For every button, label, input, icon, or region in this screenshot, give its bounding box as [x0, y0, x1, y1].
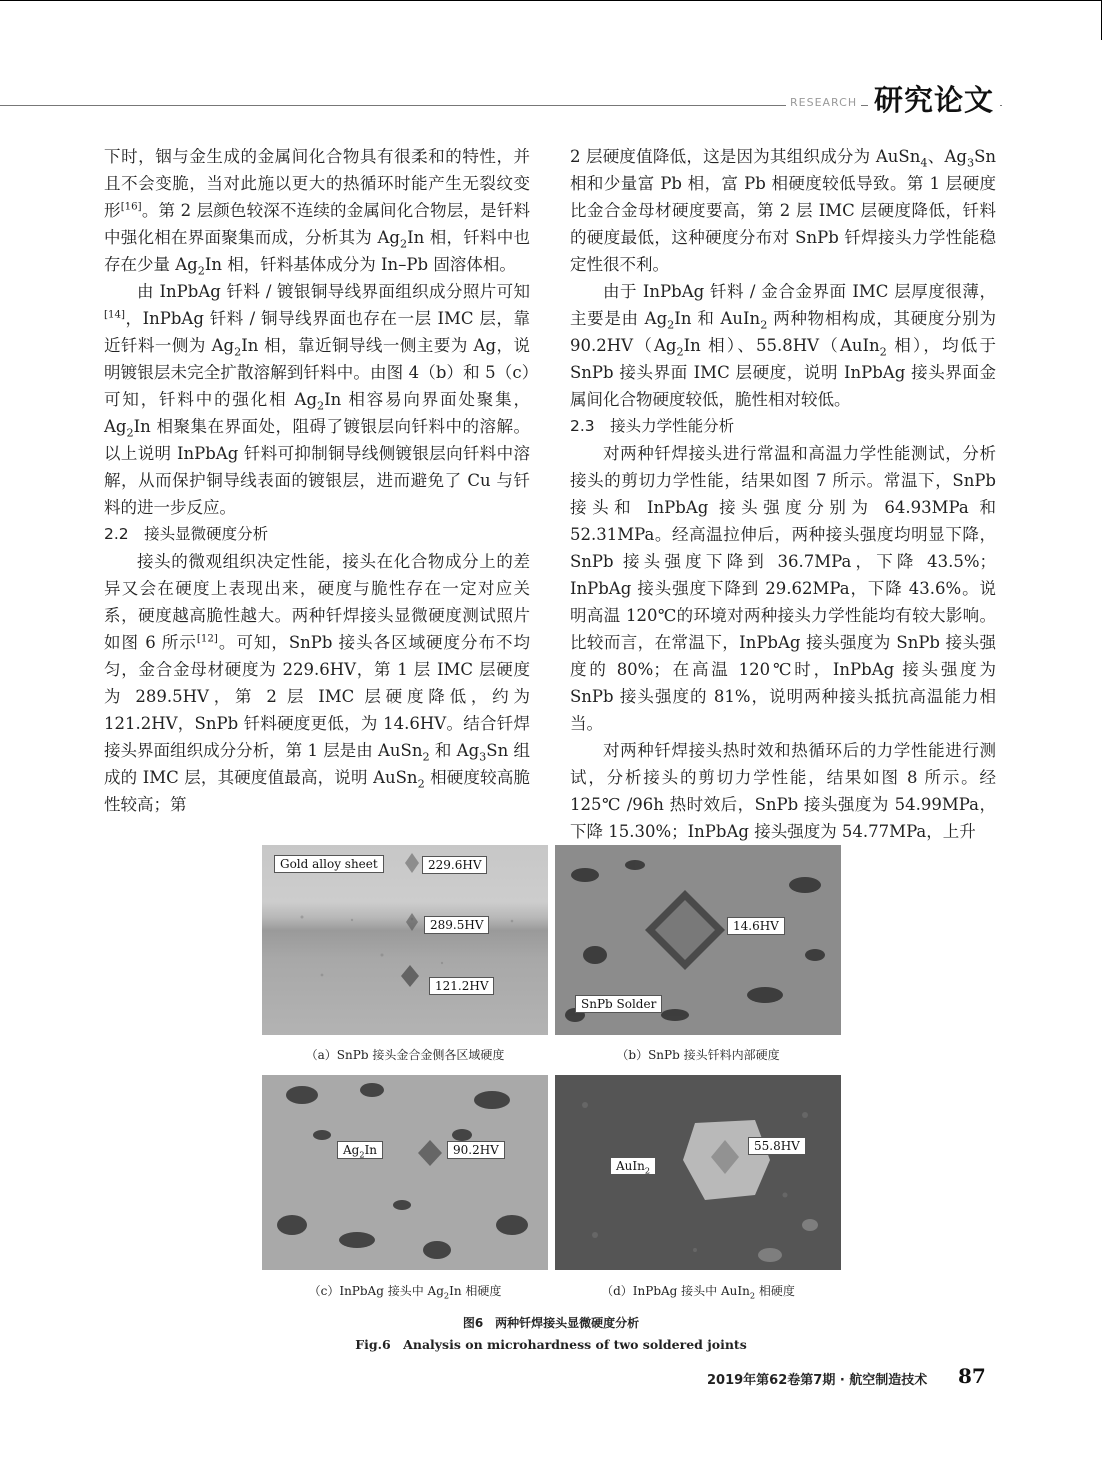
snpb-solder-label: SnPb Solder	[575, 995, 662, 1013]
paragraph: 对两种钎焊接头热时效和热循环后的力学性能进行测试，分析接头的剪切力学性能，结果如图 8 所示。经 125℃ /96h 热时效后，SnPb 接头强度为 54.99MPa，下降 15.30%；InPbAg 接头强度为 54.77MPa，上升	[570, 741, 996, 841]
micrograph-d	[555, 1075, 841, 1270]
hardness-value-label: 229.6HV	[422, 856, 487, 874]
figure-a-caption: （a）SnPb 接头金合金侧各区域硬度	[305, 1048, 505, 1062]
header-section-en: RESEARCH	[786, 96, 861, 109]
section-heading-2-3: 2.3 接头力学性能分析	[570, 417, 735, 435]
micrograph-c	[262, 1075, 548, 1270]
paragraph: 对两种钎焊接头进行常温和高温力学性能测试，分析接头的剪切力学性能，结果如图 7 所示。常温下，SnPb 接头和 InPbAg 接头强度分别为 64.93MPa 和 52.31MPa。经高温拉伸后，两种接头强度均明显下降，SnPb 接头强度下降到 36.7MPa，下降 43.5%；InPbAg 接头强度下降到 29.62MPa，下降 43.6%。说明高温 120℃的环境对两种接头力学性能均有较大影响。比较而言，在常温下，InPbAg 接头强度为 SnPb 接头强度的 80%；在高温 120℃时，InPbAg 接头强度为 SnPb 接头强度的 81%，说明两种接头抵抗高温能力相当。	[570, 444, 996, 733]
paragraph: 由于 InPbAg 钎料 / 金合金界面 IMC 层厚度很薄，主要是由 $Ag_2In$ 和 AuIn$_2$ 两种物相构成，其硬度分别为 $90.2HV(Ag_2In$ 相）、55.8HV（AuIn$_2$ 相），均低于 SnPb 接头界面 IMC 层硬度，说明 InPbAg 接头界面金属间化合物硬度较低，脆性相对较低。	[570, 282, 996, 409]
section-heading-2-2: 2.2 接头显微硬度分析	[104, 525, 269, 543]
paragraph: 由 InPbAg 钎料 / 镀银铜导线界面组织成分照片可知[14]，InPbAg 钎料 / 铜导线界面也存在一层 IMC 层，靠近钎料一侧为 $Ag_2In$ 相，靠近铜导线一侧主要为 Ag，说明镀银层未完全扩散溶解到钎料中。由图 4（b）和 5（c）可知，钎料中的强化相 $Ag_2In$ 相容易向界面处聚集，$Ag_2In$ 相聚集在界面处，阻碍了镀银层向钎料中的溶解。以上说明 InPbAg 钎料可抑制铜导线侧镀银层向钎料中溶解，从而保护铜导线表面的镀银层，进而避免了 Cu 与钎料的进一步反应。	[104, 282, 530, 517]
micrograph-c-texture	[262, 1075, 548, 1270]
micrograph-a	[262, 845, 548, 1035]
top-border-line	[0, 0, 1102, 1]
paragraph: 2 层硬度值降低，这是因为其组织成分为 AuSn$_4$、$Ag_3Sn$ 相和少量富 Pb 相，富 Pb 相硬度较低导致。第 1 层硬度比金合金母材硬度要高，第 2 层 IMC 层硬度降低，钎料的硬度最低，这种硬度分布对 SnPb 钎焊接头力学性能稳定性很不利。	[570, 147, 997, 274]
phase-label-auin2: AuIn$_2$	[610, 1157, 656, 1175]
gold-alloy-sheet-label: Gold alloy sheet	[274, 855, 384, 873]
header-section-cn: 研究论文	[868, 78, 1000, 119]
figure-c-caption: （c）InPbAg 接头中 $Ag_2In$ 相硬度	[308, 1284, 502, 1301]
hardness-value-label: 289.5HV	[424, 916, 489, 934]
phase-label-ag2in: $Ag_2In$	[337, 1141, 383, 1159]
paragraph: 接头的微观组织决定性能，接头在化合物成分上的差异又会在硬度上表现出来，硬度与脆性存在一定对应关系，硬度越高脆性越大。两种钎焊接头显微硬度测试照片如图 6 所示[12]。可知，SnPb 接头各区域硬度分布不均匀，金合金母材硬度为 229.6HV，第 1 层 IMC 层硬度为 289.5HV，第 2 层 IMC 层硬度降低，约为 121.2HV，SnPb 钎料硬度更低，为 14.6HV。结合钎焊接头界面组织成分分析，第 1 层是由 AuSn$_2$ 和 $Ag_3Sn$ 组成的 IMC 层，其硬度值最高，说明 AuSn$_2$ 相硬度较高脆性较高；第	[104, 552, 531, 814]
right-column	[570, 143, 996, 845]
paragraph: 下时，铟与金生成的金属间化合物具有很柔和的特性，并且不会变脆，当对此施以更大的热循环时能产生无裂纹变形[16]。第 2 层颜色较深不连续的金属间化合物层，是钎料中强化相在界面聚集而成，分析其为 $Ag_2In$ 相，钎料中也存在少量 $Ag_2In$ 相，钎料基体成分为 In–Pb 固溶体相。	[104, 147, 530, 278]
page-number: 87	[958, 1364, 986, 1388]
figure-d-caption: （d）InPbAg 接头中 AuIn$_2$ 相硬度	[601, 1284, 795, 1301]
hardness-value-label: 55.8HV	[748, 1137, 806, 1155]
hardness-value-label: 14.6HV	[727, 917, 785, 935]
micrograph-d-texture	[555, 1075, 841, 1270]
hardness-value-label: 121.2HV	[429, 977, 494, 995]
hardness-value-label: 90.2HV	[447, 1141, 505, 1159]
left-column	[104, 143, 530, 818]
journal-footer: 2019年第62卷第7期 · 航空制造技术	[707, 1373, 928, 1388]
micrograph-a-texture	[262, 845, 548, 1035]
figure-b-caption: （b）SnPb 接头钎料内部硬度	[616, 1048, 780, 1062]
micrograph-b	[555, 845, 841, 1035]
figure-title-en: Fig.6 Analysis on microhardness of two soldered joints	[355, 1337, 747, 1352]
figure-title-cn: 图6 两种钎焊接头显微硬度分析	[462, 1316, 640, 1330]
